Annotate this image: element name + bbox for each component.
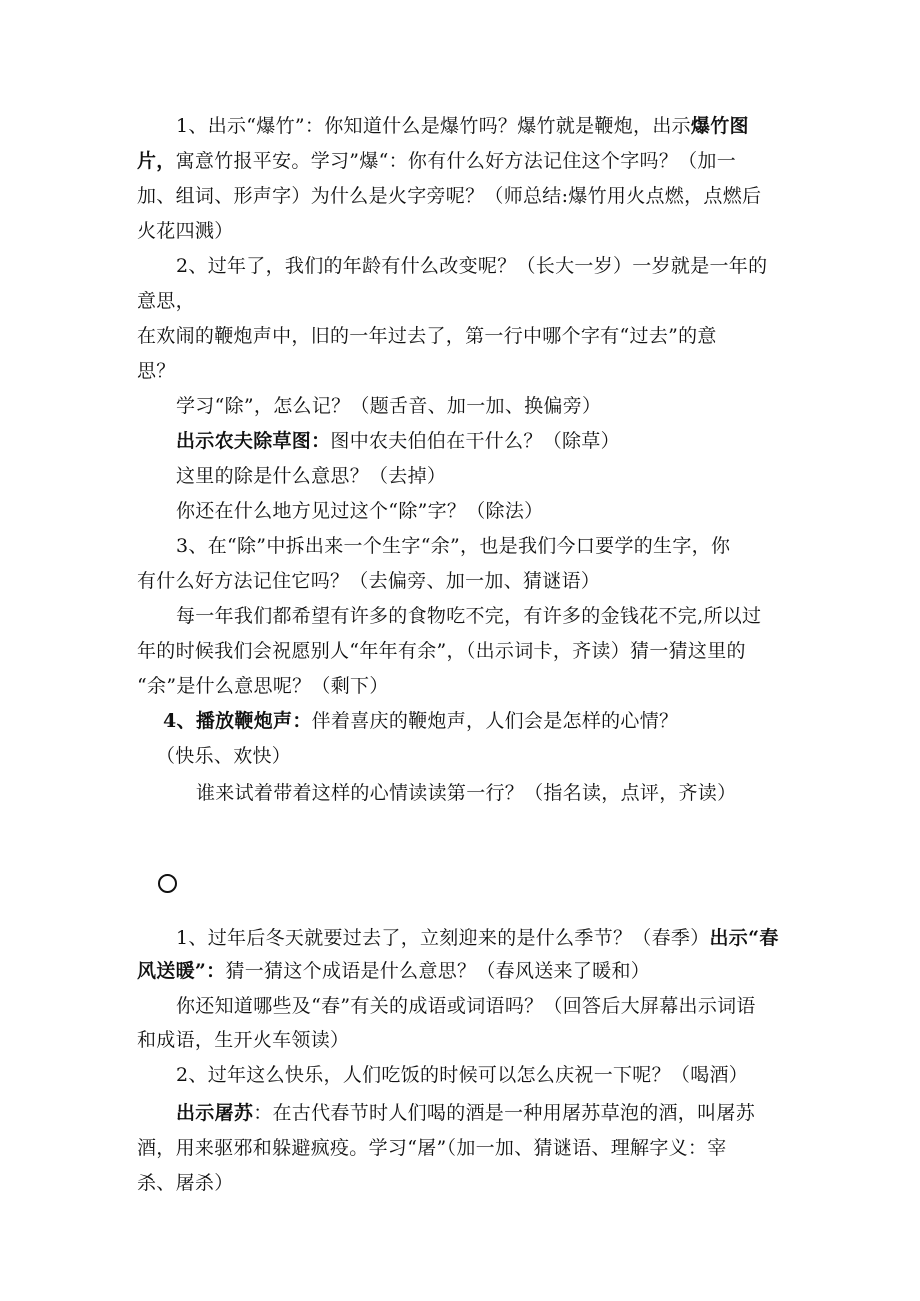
text-segment: 谁来试着带着这样的心情读读第一行？（指名读，点评，齐读）: [196, 782, 737, 804]
text-segment: 1、过年后冬天就要过去了，立刻迎来的是什么季节？（春季）: [176, 927, 710, 949]
text-line: [137, 358, 920, 384]
text-segment: 这里的除是什么意思？（去掉）: [176, 465, 447, 487]
text-segment: 寓意竹报平安。学习”爆“：你有什么好方法记住这个字吗？（加一: [175, 150, 737, 172]
text-line: [156, 743, 920, 769]
text-segment: 2、过年了，我们的年龄有什么改变呢？（长大一岁）一岁就是一年的: [176, 255, 768, 277]
text-line: [137, 323, 920, 349]
text-segment: 1、出示“爆竹”：你知道什么是爆竹吗？爆竹就是鞭炮，出示: [176, 115, 691, 137]
text-line: [137, 673, 920, 699]
text-segment: 你还知道哪些及“春”有关的成语或词语吗？（回答后大屏幕出示词语: [176, 995, 756, 1017]
text-line: [176, 113, 920, 139]
text-line: [137, 288, 920, 314]
text-segment: 杀、屠杀）: [137, 1172, 234, 1194]
text-line: [176, 603, 920, 629]
text-line: [137, 638, 920, 664]
text-line: [176, 993, 920, 1019]
section-circle-marker: [158, 874, 177, 893]
bold-text-segment: 4、播放鞭炮声：: [163, 710, 312, 732]
text-line: [137, 1135, 920, 1161]
text-line: [176, 393, 920, 419]
text-segment: 思？: [137, 360, 176, 382]
text-segment: 伴着喜庆的鞭炮声，人们会是怎样的心情？: [311, 710, 679, 732]
text-segment: ：在古代春节时人们喝的酒是一种用屠苏草泡的酒，叫屠苏: [253, 1102, 756, 1124]
text-segment: 火花四溅）: [137, 220, 234, 242]
text-line: [176, 1100, 920, 1126]
text-segment: 2、过年这么快乐，人们吃饭的时候可以怎么庆祝一下呢？（喝酒）: [176, 1064, 749, 1086]
text-segment: 加、组词、形声字）为什么是火字旁呢？（师总结:爆竹用火点燃，点燃后: [137, 185, 762, 207]
text-line: [137, 148, 920, 174]
text-segment: 和成语，生开火车领读）: [137, 1029, 350, 1051]
text-line: [137, 568, 920, 594]
bold-text-segment: 出示“春: [709, 927, 779, 949]
bold-text-segment: 风送暖”：: [137, 960, 226, 982]
text-line: [163, 708, 920, 734]
text-segment: 图中农夫伯伯在干什么？（除草）: [330, 430, 620, 452]
text-line: [176, 498, 920, 524]
bold-text-segment: 爆竹图: [690, 115, 749, 137]
text-segment: 在欢闹的鞭炮声中，旧的一年过去了，第一行中哪个字有“过去”的意: [137, 325, 717, 347]
text-line: [176, 925, 920, 951]
text-segment: 年的时候我们会祝愿别人“年年有余”，（出示词卡，齐读）猜一猜这里的: [137, 640, 746, 662]
text-segment: 意思，: [137, 290, 195, 312]
text-line: [137, 183, 920, 209]
text-segment: 每一年我们都希望有许多的食物吃不完，有许多的金钱花不完,所以过: [176, 605, 762, 627]
bold-text-segment: 出示农夫除草图：: [176, 430, 331, 452]
text-line: [176, 1062, 920, 1088]
text-line: [137, 1027, 920, 1053]
text-segment: 学习“除”，怎么记？（题舌音、加一加、换偏旁）: [176, 395, 602, 417]
text-segment: 3、在“除”中拆出来一个生字“余”，也是我们今口要学的生字，你: [176, 535, 731, 557]
text-segment: 有什么好方法记住它吗？（去偏旁、加一加、猜谜语）: [137, 570, 601, 592]
text-line: [176, 463, 920, 489]
bold-text-segment: 出示屠苏: [176, 1102, 254, 1124]
text-line: [196, 780, 920, 806]
text-segment: 酒，用来驱邪和躲避疯疫。学习“屠”（加一加、猜谜语、理解字义：宰: [137, 1137, 727, 1159]
text-line: [176, 428, 920, 454]
text-line: [137, 218, 920, 244]
text-line: [137, 1170, 920, 1196]
text-line: [176, 533, 920, 559]
bold-text-segment: 片，: [137, 150, 176, 172]
text-segment: 你还在什么地方见过这个“除”字？（除法）: [176, 500, 544, 522]
text-line: [176, 253, 920, 279]
text-line: [137, 958, 920, 984]
text-segment: 猜一猜这个成语是什么意思？（春风送来了暖和）: [225, 960, 651, 982]
text-segment: “余”是什么意思呢？（剩下）: [137, 675, 389, 697]
text-segment: （快乐、欢快）: [156, 745, 292, 767]
